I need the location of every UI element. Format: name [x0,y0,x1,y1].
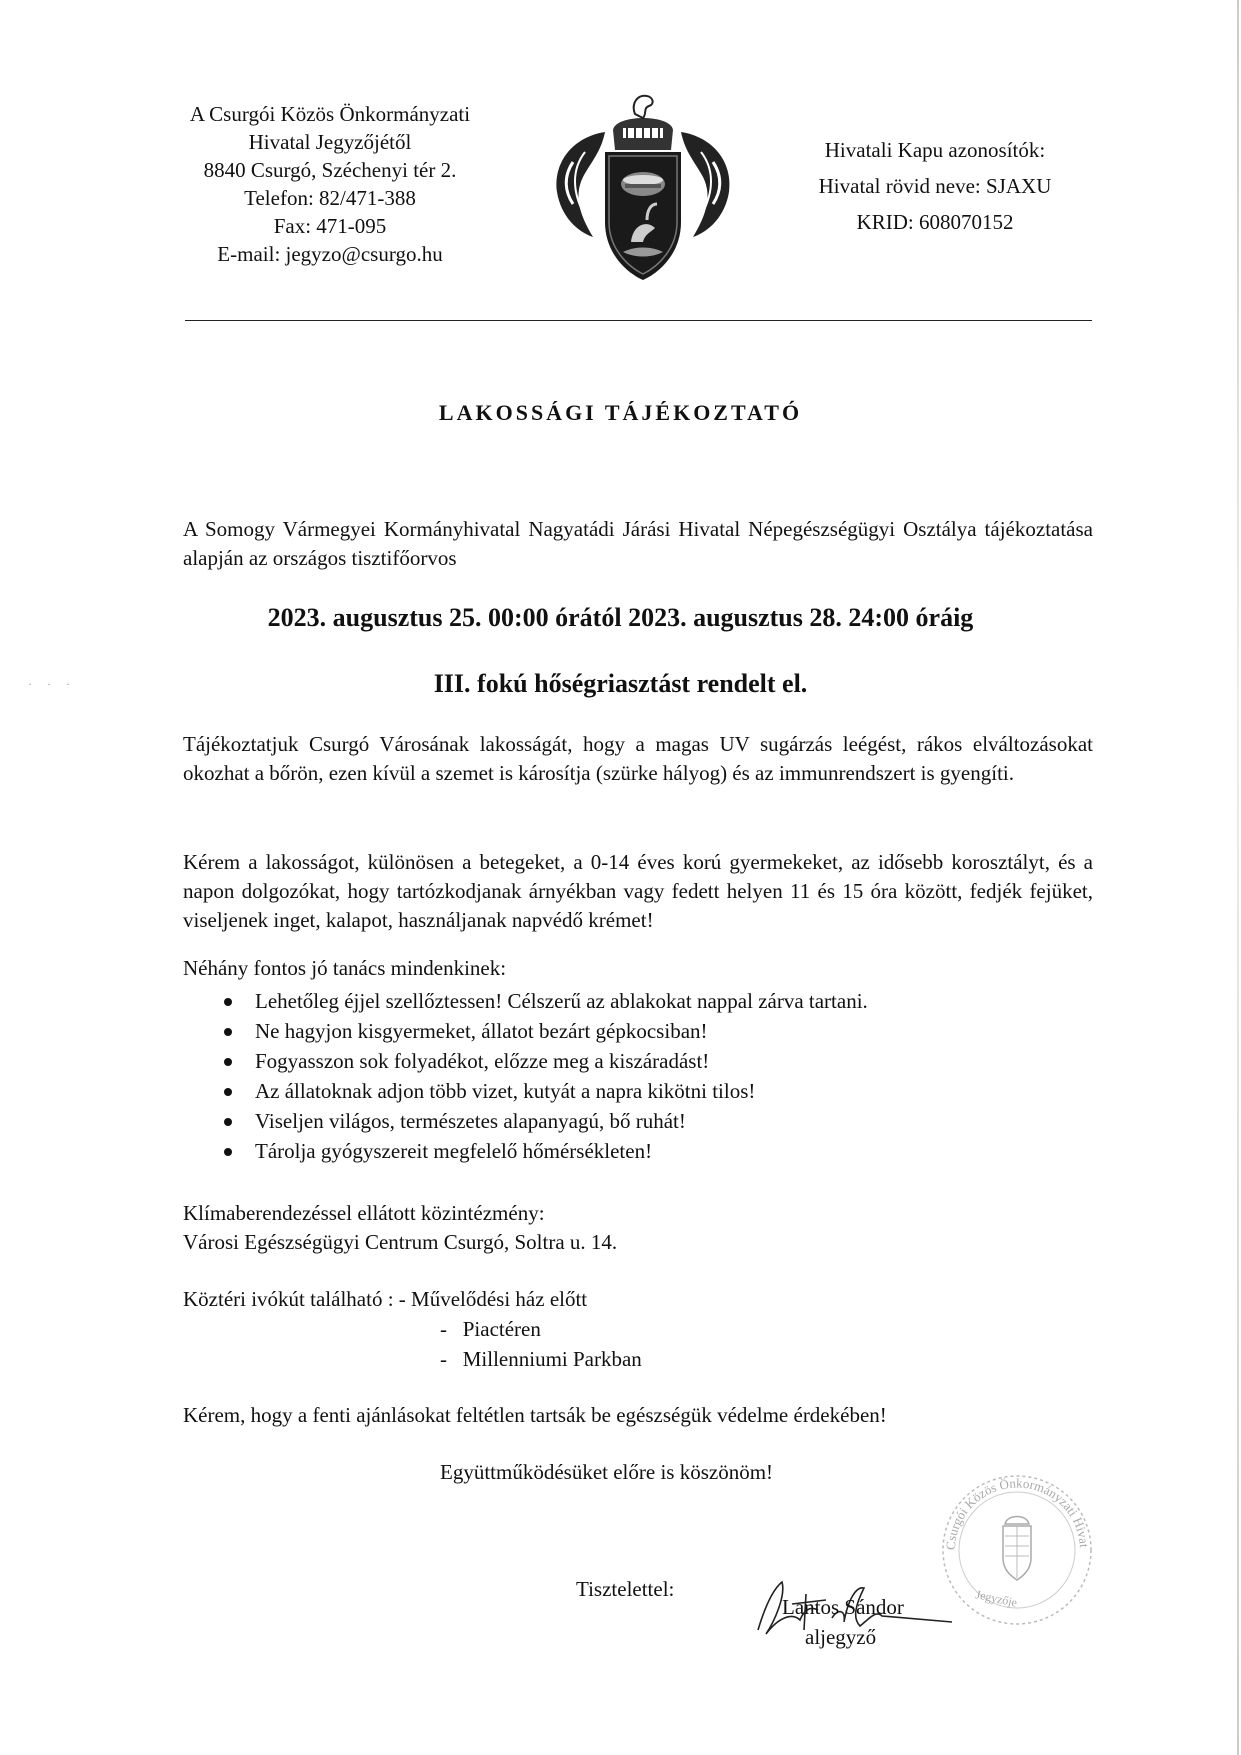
bullet-icon [224,998,232,1006]
fountain-label: Köztéri ivókút található : - Művelődési ház előtt [183,1287,588,1311]
cooled-facility-label: Klímaberendezéssel ellátott közintézmény: [183,1201,545,1225]
sender-line: Fax: 471-095 [273,214,387,238]
list-item: Viseljen világos, természetes alapanyagú, bő ruhát! [183,1106,868,1136]
fountain-item: - Millenniumi Parkban [440,1347,642,1371]
intro-paragraph: A Somogy Vármegyei Kormányhivatal Nagyatádi Járási Hivatal Népegészségügyi Osztálya tájékoztatása alapján az országos tisztifőorvos [183,517,1093,570]
cooled-facility-address: Városi Egészségügyi Centrum Csurgó, Soltra u. 14. [183,1230,618,1254]
signer-title: aljegyző [805,1625,877,1649]
bullet-icon [224,1088,232,1096]
sender-line: Hivatal Jegyzőjétől [248,130,412,154]
list-item: Fogyasszon sok folyadékot, előzze meg a kiszáradást! [183,1046,868,1076]
closing-request: Kérem, hogy a fenti ajánlásokat feltétlen tartsák be egészségük védelme érdekében! [183,1403,887,1427]
signer-name: Lantos Sándor [782,1595,904,1619]
list-item: Tárolja gyógyszereit megfelelő hőmérsékleten! [183,1136,868,1166]
gateway-krid: KRID: 608070152 [856,210,1014,234]
scan-specks: · · · [28,677,76,691]
stamp-text: Csurgói Közös Önkormányzati Hivat [942,1475,1092,1551]
sender-line: A Csurgói Közös Önkormányzati [189,102,471,126]
sender-line: 8840 Csurgó, Széchenyi tér 2. [203,158,457,182]
list-item: Lehetőleg éjjel szellőztessen! Célszerű az ablakokat nappal zárva tartani. [183,986,868,1016]
tips-list [183,986,868,1166]
bullet-icon [224,1118,232,1126]
header-divider [185,320,1092,321]
gateway-heading: Hivatali Kapu azonosítók: [824,138,1046,162]
regards-line: Tisztelettel: [576,1577,675,1601]
sender-address-block [140,100,520,268]
uv-warning-paragraph: Tájékoztatjuk Csurgó Városának lakosságát, hogy a magas UV sugárzás leégést, rákos elváltozásokat okozhat a bőrön, ezen kívül a szemet is károsítja (szürke hályog) és az immunrendszert is gyengíti. [183,732,1093,785]
office-gateway-ids [780,132,1090,240]
alert-period: 2023. augusztus 25. 00:00 órától 2023. augusztus 28. 24:00 óráig [267,603,974,632]
thanks-line: Együttműködésüket előre is köszönöm! [440,1460,774,1484]
sender-line: Telefon: 82/471-388 [244,186,416,210]
gateway-short-name: Hivatal rövid neve: SJAXU [818,174,1052,198]
sender-line: E-mail: jegyzo@csurgo.hu [217,242,443,266]
advice-paragraph: Kérem a lakosságot, különösen a betegeket, a 0-14 éves korú gyermekeket, az idősebb korosztályt, és a napon dolgozókat, hogy tartózkodjanak árnyékban vagy fedett helyen 11 és 15 óra között, fedjék fejüket, viseljenek inget, kalapot, használjanak napvédő krémet! [183,850,1093,932]
bullet-icon [224,1058,232,1066]
bullet-icon [224,1028,232,1036]
cooled-facility-block [183,1199,617,1257]
list-item: Az állatoknak adjon több vizet, kutyát a napra kikötni tilos! [183,1076,868,1106]
tips-heading: Néhány fontos jó tanács mindenkinek: [183,956,507,980]
bullet-icon [224,1148,232,1156]
official-stamp [935,1460,1100,1625]
svg-text:Jegyzője: Jegyzője [974,1587,1019,1610]
alert-level: III. fokú hőségriasztást rendelt el. [433,669,808,698]
svg-text:Csurgói Közös Önkormányzati Hi [935,1460,1092,1550]
fountain-item: - Piactéren [440,1317,541,1341]
scan-edge-shadow [1237,0,1239,1755]
list-item: Ne hagyjon kisgyermeket, állatot bezárt gépkocsiban! [183,1016,868,1046]
town-coat-of-arms-icon [543,92,743,284]
document-title: LAKOSSÁGI TÁJÉKOZTATÓ [438,400,803,425]
